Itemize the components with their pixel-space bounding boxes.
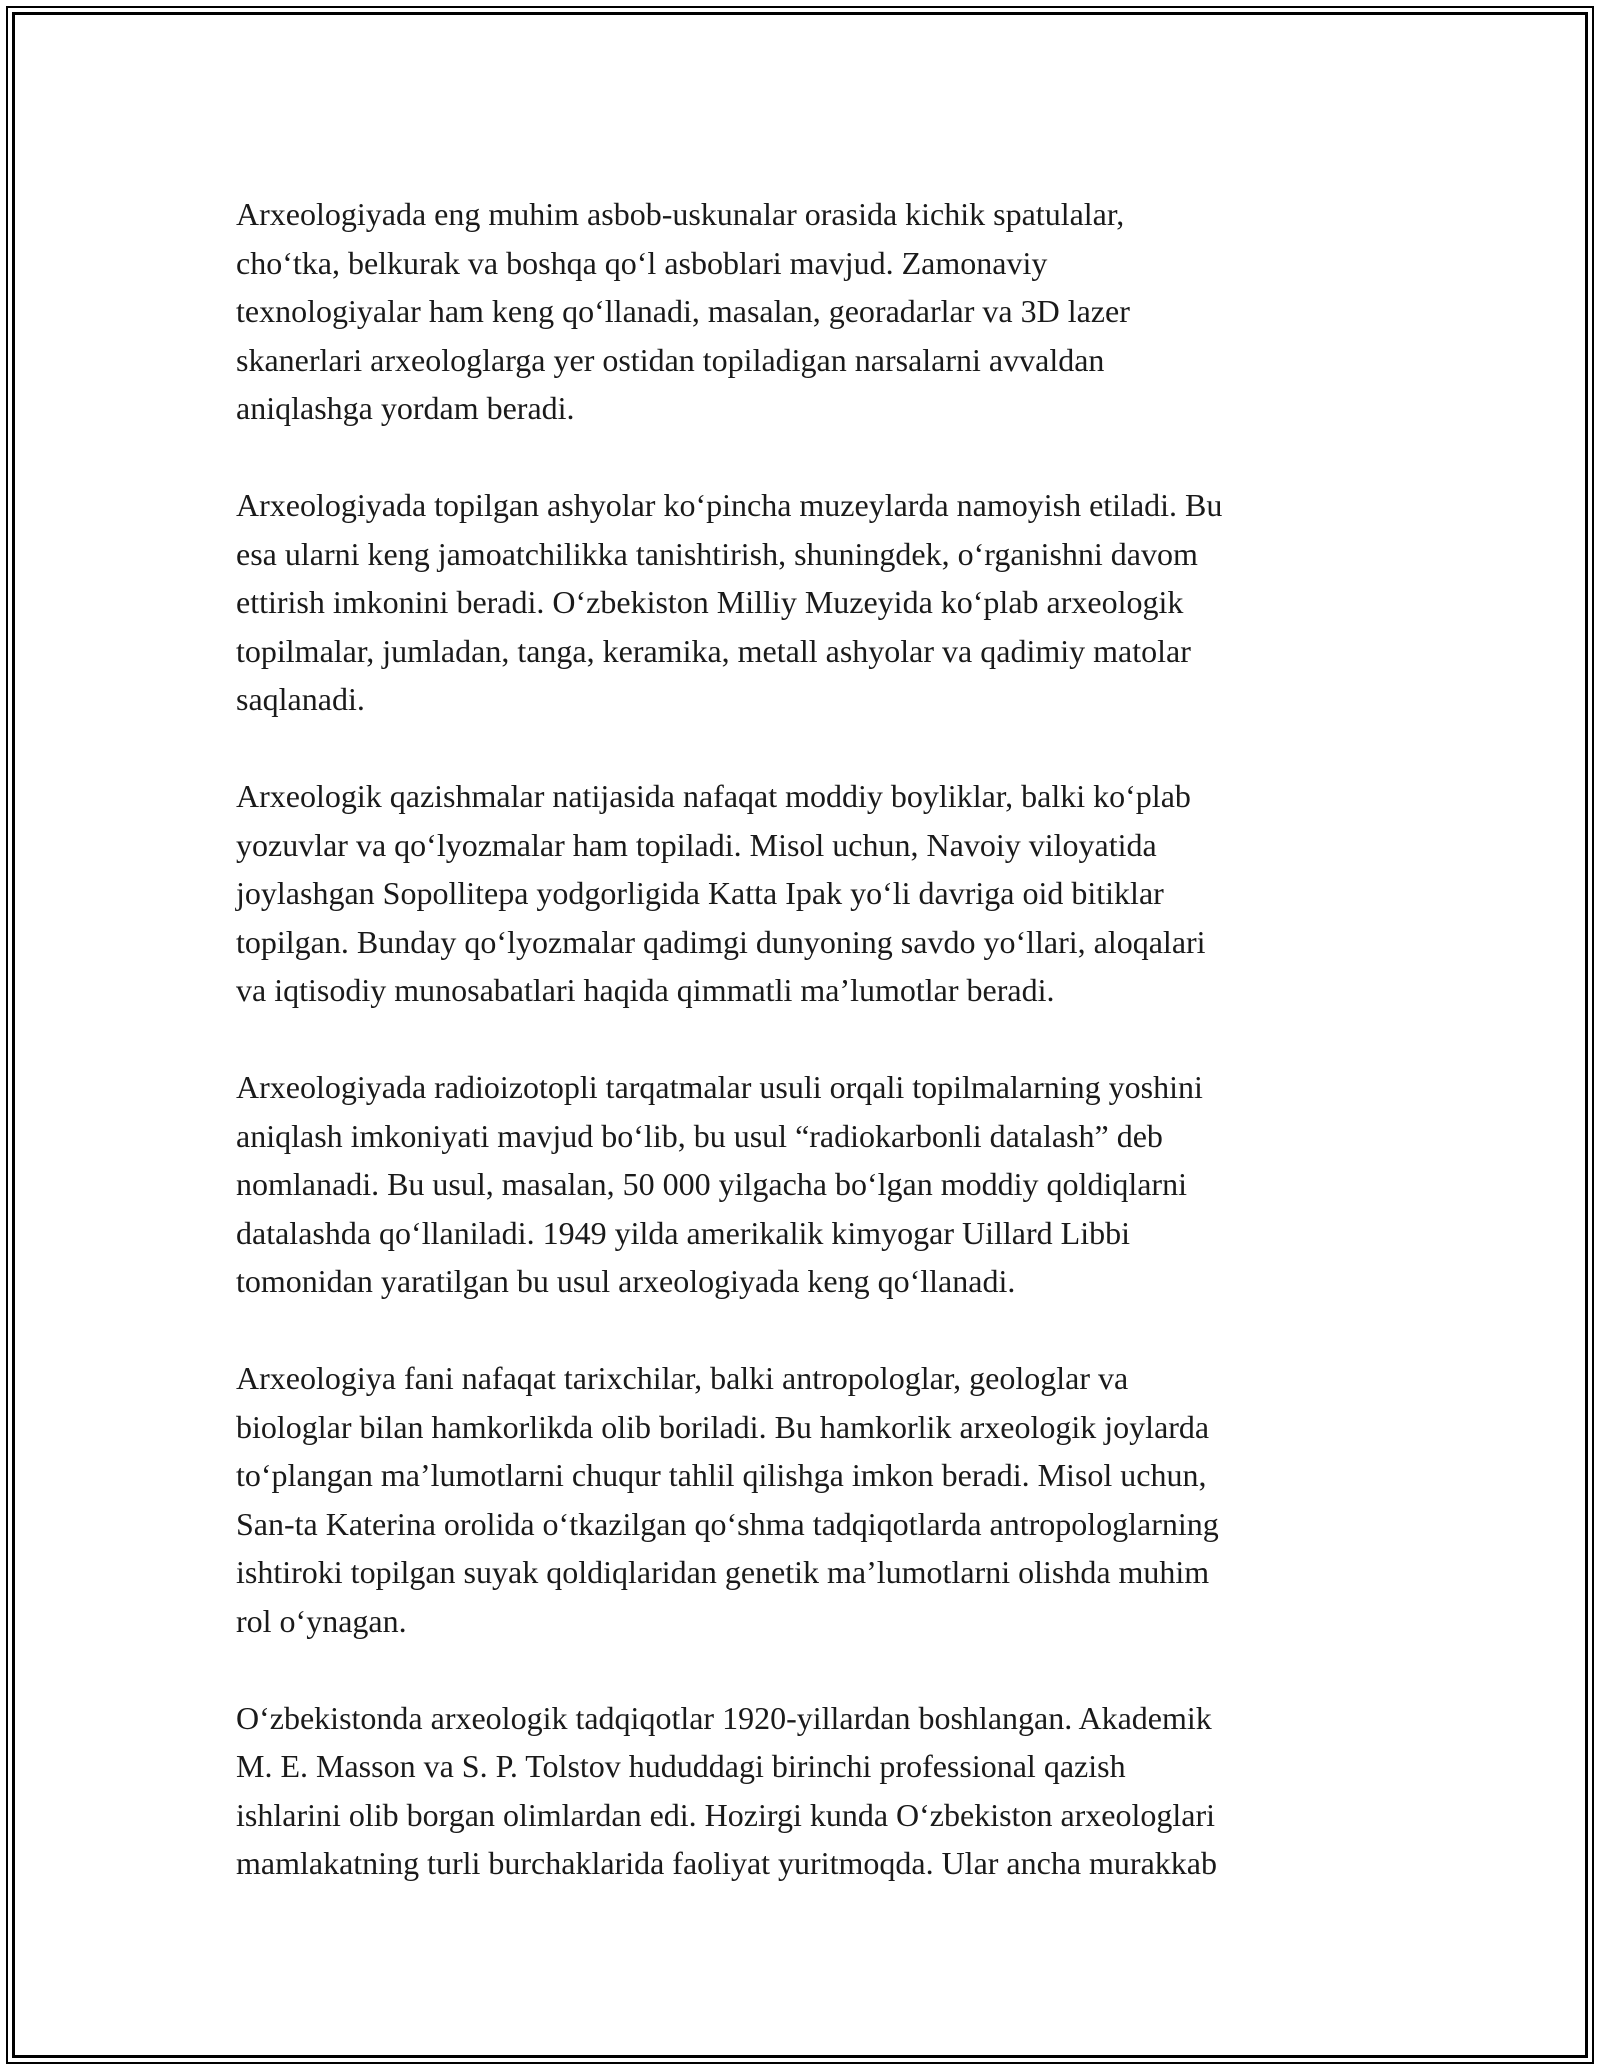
text-line: biologlar bilan hamkorlikda olib boriladi. Bu hamkorlik arxeologik joylarda (236, 1408, 1210, 1445)
text-line: datalashda qo‘llaniladi. 1949 yilda amerikalik kimyogar Uillard Libbi (236, 1214, 1130, 1251)
document-body (236, 190, 1376, 1936)
text-line: Arxeologiyada radioizotopli tarqatmalar usuli orqali topilmalarning yoshini (236, 1069, 1203, 1105)
text-line: Arxeologiya fani nafaqat tarixchilar, balki antropologlar, geologlar va (236, 1360, 1129, 1396)
paragraph-6 (236, 1694, 1376, 1888)
text-line: skanerlari arxeologlarga yer ostidan topiladigan narsalarni avvaldan (236, 341, 1105, 378)
text-line: tomonidan yaratilgan bu usul arxeologiyada keng qo‘llanadi. (236, 1263, 1016, 1299)
text-line: ishlarini olib borgan olimlardan edi. Hozirgi kunda O‘zbekiston arxeologlari (236, 1796, 1216, 1833)
paragraph-2 (236, 481, 1376, 724)
text-line: saqlanadi. (236, 681, 365, 717)
text-line: O‘zbekistonda arxeologik tadqiqotlar 1920-yillardan boshlangan. Akademik (236, 1699, 1212, 1736)
text-line: nomlanadi. Bu usul, masalan, 50 000 yilgacha bo‘lgan moddiy qoldiqlarni (236, 1166, 1187, 1202)
text-line: texnologiyalar ham keng qo‘llanadi, masalan, georadarlar va 3D lazer (236, 293, 1130, 329)
text-line: Arxeologiyada topilgan ashyolar ko‘pincha muzeylarda namoyish etiladi. Bu (236, 487, 1223, 523)
text-line: to‘plangan ma’lumotlarni chuqur tahlil qilishga imkon beradi. Misol uchun, (236, 1457, 1207, 1493)
text-line: aniqlash imkoniyati mavjud bo‘lib, bu usul “radiokarbonli datalash” deb (236, 1117, 1163, 1154)
text-line: topilmalar, jumladan, tanga, keramika, metall ashyolar va qadimiy matolar (236, 632, 1191, 669)
text-line: ettirish imkonini beradi. O‘zbekiston Milliy Muzeyida ko‘plab arxeologik (236, 584, 1184, 620)
text-line: ishtiroki topilgan suyak qoldiqlaridan genetik ma’lumotlarni olishda muhim (236, 1554, 1210, 1590)
text-line: mamlakatning turli burchaklarida faoliyat yuritmoqda. Ular ancha murakkab (236, 1845, 1217, 1881)
paragraph-4 (236, 1063, 1376, 1306)
paragraph-3 (236, 772, 1376, 1015)
text-line: San-ta Katerina orolida o‘tkazilgan qo‘shma tadqiqotlarda antropologlarning (236, 1505, 1219, 1542)
text-line: joylashgan Sopollitepa yodgorligida Katta Ipak yo‘li davriga oid bitiklar (236, 875, 1164, 911)
text-line: topilgan. Bunday qo‘lyozmalar qadimgi dunyoning savdo yo‘llari, aloqalari (236, 923, 1206, 960)
text-line: aniqlashga yordam beradi. (236, 390, 575, 426)
text-line: Arxeologiyada eng muhim asbob-uskunalar orasida kichik spatulalar, (236, 196, 1125, 232)
paragraph-1 (236, 190, 1376, 433)
paragraph-5 (236, 1354, 1376, 1645)
text-line: M. E. Masson va S. P. Tolstov hududdagi birinchi professional qazish (236, 1748, 1126, 1784)
text-line: esa ularni keng jamoatchilikka tanishtirish, shuningdek, o‘rganishni davom (236, 535, 1198, 572)
text-line: va iqtisodiy munosabatlari haqida qimmatli ma’lumotlar beradi. (236, 972, 1055, 1008)
text-line: rol o‘ynagan. (236, 1602, 407, 1639)
text-line: Arxeologik qazishmalar natijasida nafaqat moddiy boyliklar, balki ko‘plab (236, 778, 1191, 814)
text-line: cho‘tka, belkurak va boshqa qo‘l asboblari mavjud. Zamonaviy (236, 244, 1048, 281)
text-line: yozuvlar va qo‘lyozmalar ham topiladi. Misol uchun, Navoiy viloyatida (236, 826, 1157, 863)
